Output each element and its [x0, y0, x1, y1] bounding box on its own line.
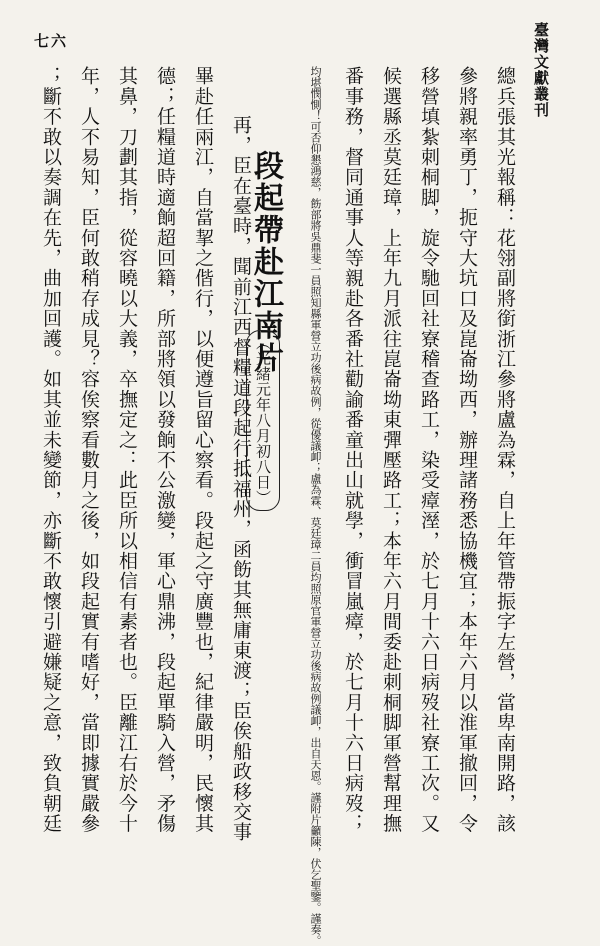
text-column: 參將親率勇丁，扼守大坑口及崑崙坳西，辦理諸務悉協機宜；本年六月以淮軍撤回，令: [456, 66, 478, 834]
text-column: 畢赴任兩江，自當挈之偕行，以便遵旨留心察看。段起之守廣豐也，紀律嚴明，民懷其: [192, 66, 214, 834]
text-column: 年，人不易知，臣何敢稍存成見？容俟察看數月之後，如段起實有嗜好，當即據實嚴參: [78, 66, 100, 834]
text-column: 移營填紮刺桐脚，旋令馳回社寮稽查路工，染受瘴溼，於七月十六日病歿社寮工次。又: [418, 66, 440, 834]
text-column: 其鼻，刀劃其指，從容曉以大義，卒撫定之：此臣所以相信有素者也。臣離江右於今十: [116, 66, 138, 834]
text-column: 均堪憫惻！可否仰懇鴻慈，飭部將吳鼎斐一員照知縣軍營立功後病故例，從優議卹；盧為霖、莫廷璋二員均照原官軍營立功後病故例議卹，出自天恩。謹附片籲陳，伏乞聖鑒。謹奏。: [309, 66, 322, 946]
page-number: 七六: [34, 32, 69, 50]
section-title: 段起帶赴江南片: [248, 150, 283, 374]
running-title: 臺灣文獻叢刊: [532, 22, 550, 118]
text-column: ；斷不敢以奏調在先，曲加回護。如其並未變節，亦斷不敢懷引避嫌疑之意，致負朝廷: [40, 66, 62, 834]
section-date-note: （光緒元年八月初八日）: [246, 330, 280, 511]
text-column: 再，臣在臺時，聞前江西督糧道段起行抵福州，函飭其無庸東渡；臣俟船政移交事: [230, 115, 252, 843]
text-column: 候選縣丞莫廷璋，上年九月派往崑崙坳東彈壓路工；本年六月間委赴刺桐脚軍營幫理撫: [380, 66, 402, 834]
text-column: 番事務，督同通事人等親赴各番社勸諭番童出山就學，衝冒嵐瘴，於七月十六日病歿；: [342, 66, 364, 834]
text-column: 德；任糧道時適餉超回籍，所部將領以發餉不公激變，軍心鼎沸，段起單騎入營，矛傷: [154, 66, 176, 834]
text-column: 總兵張其光報稱：花翎副將銜浙江參將盧為霖，自上年管帶振字左營，當卑南開路，該: [494, 66, 516, 834]
